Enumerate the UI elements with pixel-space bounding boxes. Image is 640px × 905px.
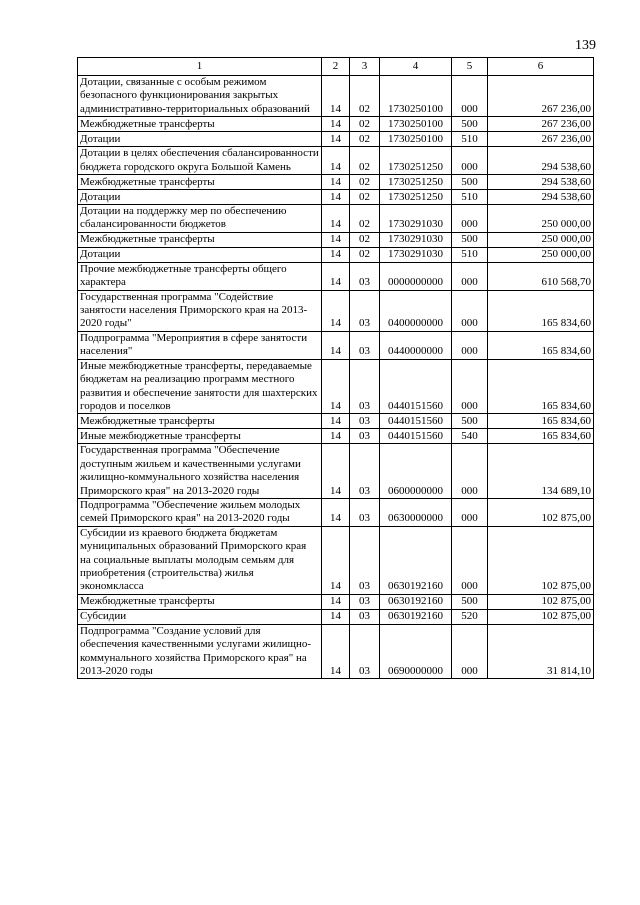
table-row — [78, 414, 594, 429]
row-subsection-code: 03 — [350, 526, 380, 594]
row-amount: 294 538,60 — [488, 190, 594, 205]
row-name: Прочие межбюджетные трансферты общего характера — [78, 262, 322, 290]
row-subsection-code: 03 — [350, 262, 380, 290]
row-name: Межбюджетные трансферты — [78, 414, 322, 429]
row-name: Межбюджетные трансферты — [78, 175, 322, 190]
row-section-code: 14 — [322, 359, 350, 414]
row-expense-type-code: 000 — [452, 205, 488, 233]
row-subsection-code: 02 — [350, 232, 380, 247]
row-amount: 102 875,00 — [488, 594, 594, 609]
row-target-code: 1730291030 — [380, 205, 452, 233]
table-row — [78, 117, 594, 132]
table-row — [78, 444, 594, 499]
row-subsection-code: 03 — [350, 594, 380, 609]
row-section-code: 14 — [322, 190, 350, 205]
row-name: Иные межбюджетные трансферты — [78, 429, 322, 444]
row-subsection-code: 02 — [350, 76, 380, 117]
header-col-5: 5 — [452, 58, 488, 76]
row-expense-type-code: 000 — [452, 331, 488, 359]
row-expense-type-code: 500 — [452, 414, 488, 429]
table-row — [78, 190, 594, 205]
table-row — [78, 247, 594, 262]
row-amount: 134 689,10 — [488, 444, 594, 499]
table-row — [78, 594, 594, 609]
row-subsection-code: 02 — [350, 132, 380, 147]
row-name: Подпрограмма "Обеспечение жильем молодых семей Приморского края" на 2013-2020 годы — [78, 498, 322, 526]
row-expense-type-code: 000 — [452, 624, 488, 679]
row-amount: 165 834,60 — [488, 359, 594, 414]
row-target-code: 1730250100 — [380, 117, 452, 132]
row-target-code: 1730291030 — [380, 247, 452, 262]
row-subsection-code: 02 — [350, 190, 380, 205]
row-expense-type-code: 510 — [452, 247, 488, 262]
row-name: Дотации на поддержку мер по обеспечению сбалансированности бюджетов — [78, 205, 322, 233]
row-target-code: 0440151560 — [380, 429, 452, 444]
row-target-code: 0630192160 — [380, 594, 452, 609]
row-expense-type-code: 000 — [452, 498, 488, 526]
row-section-code: 14 — [322, 232, 350, 247]
row-amount: 250 000,00 — [488, 205, 594, 233]
row-amount: 250 000,00 — [488, 247, 594, 262]
row-subsection-code: 02 — [350, 205, 380, 233]
row-name: Дотации, связанные с особым режимом безопасного функционирования закрытых административно-территориальных образований — [78, 76, 322, 117]
row-subsection-code: 03 — [350, 624, 380, 679]
table-row — [78, 429, 594, 444]
row-subsection-code: 02 — [350, 247, 380, 262]
row-section-code: 14 — [322, 147, 350, 175]
table-row — [78, 526, 594, 594]
row-target-code: 0600000000 — [380, 444, 452, 499]
row-section-code: 14 — [322, 444, 350, 499]
row-target-code: 0690000000 — [380, 624, 452, 679]
header-col-1: 1 — [78, 58, 322, 76]
row-expense-type-code: 000 — [452, 526, 488, 594]
row-amount: 294 538,60 — [488, 147, 594, 175]
row-subsection-code: 03 — [350, 290, 380, 331]
table-row — [78, 262, 594, 290]
row-name: Субсидии из краевого бюджета бюджетам муниципальных образований Приморского края на социальные выплаты молодым семьям для приобретения (строительства) жилья экономкласса — [78, 526, 322, 594]
table-row — [78, 232, 594, 247]
row-section-code: 14 — [322, 175, 350, 190]
row-amount: 102 875,00 — [488, 609, 594, 624]
row-section-code: 14 — [322, 498, 350, 526]
row-expense-type-code: 000 — [452, 76, 488, 117]
table-row — [78, 147, 594, 175]
table-row — [78, 132, 594, 147]
table-row — [78, 624, 594, 679]
row-amount: 165 834,60 — [488, 290, 594, 331]
table-row — [78, 498, 594, 526]
row-section-code: 14 — [322, 290, 350, 331]
row-target-code: 0440000000 — [380, 331, 452, 359]
row-subsection-code: 03 — [350, 331, 380, 359]
row-section-code: 14 — [322, 624, 350, 679]
row-name: Дотации — [78, 132, 322, 147]
table-row — [78, 76, 594, 117]
row-amount: 294 538,60 — [488, 175, 594, 190]
row-section-code: 14 — [322, 117, 350, 132]
row-amount: 267 236,00 — [488, 132, 594, 147]
row-target-code: 1730251250 — [380, 147, 452, 175]
row-target-code: 1730251250 — [380, 190, 452, 205]
table-row — [78, 359, 594, 414]
row-amount: 165 834,60 — [488, 414, 594, 429]
row-name: Подпрограмма "Мероприятия в сфере занятости населения" — [78, 331, 322, 359]
row-expense-type-code: 510 — [452, 132, 488, 147]
row-subsection-code: 03 — [350, 429, 380, 444]
row-amount: 31 814,10 — [488, 624, 594, 679]
row-name: Субсидии — [78, 609, 322, 624]
row-name: Подпрограмма "Создание условий для обеспечения качественными услугами жилищно-коммунального хозяйства Приморского края" на 2013-2020 годы — [78, 624, 322, 679]
row-target-code: 1730291030 — [380, 232, 452, 247]
row-target-code: 0000000000 — [380, 262, 452, 290]
row-expense-type-code: 540 — [452, 429, 488, 444]
row-section-code: 14 — [322, 609, 350, 624]
row-expense-type-code: 000 — [452, 262, 488, 290]
row-subsection-code: 03 — [350, 498, 380, 526]
row-name: Межбюджетные трансферты — [78, 232, 322, 247]
row-expense-type-code: 000 — [452, 359, 488, 414]
row-amount: 267 236,00 — [488, 117, 594, 132]
row-target-code: 1730250100 — [380, 76, 452, 117]
table-row — [78, 331, 594, 359]
row-amount: 102 875,00 — [488, 526, 594, 594]
row-expense-type-code: 520 — [452, 609, 488, 624]
header-col-2: 2 — [322, 58, 350, 76]
row-name: Межбюджетные трансферты — [78, 594, 322, 609]
row-name: Дотации в целях обеспечения сбалансированности бюджета городского округа Большой Камень — [78, 147, 322, 175]
row-name: Дотации — [78, 247, 322, 262]
row-section-code: 14 — [322, 594, 350, 609]
table-row — [78, 205, 594, 233]
row-subsection-code: 02 — [350, 175, 380, 190]
row-expense-type-code: 500 — [452, 117, 488, 132]
row-section-code: 14 — [322, 414, 350, 429]
row-name: Государственная программа "Обеспечение доступным жильем и качественными услугами жилищно-коммунального хозяйства населения Приморского края" на 2013-2020 годы — [78, 444, 322, 499]
row-amount: 610 568,70 — [488, 262, 594, 290]
header-col-4: 4 — [380, 58, 452, 76]
row-section-code: 14 — [322, 526, 350, 594]
row-expense-type-code: 510 — [452, 190, 488, 205]
row-expense-type-code: 000 — [452, 147, 488, 175]
row-expense-type-code: 500 — [452, 175, 488, 190]
row-subsection-code: 03 — [350, 444, 380, 499]
row-section-code: 14 — [322, 247, 350, 262]
row-target-code: 1730251250 — [380, 175, 452, 190]
row-target-code: 0630192160 — [380, 609, 452, 624]
row-expense-type-code: 000 — [452, 444, 488, 499]
header-col-6: 6 — [488, 58, 594, 76]
row-subsection-code: 03 — [350, 414, 380, 429]
row-name: Государственная программа "Содействие занятости населения Приморского края на 2013-2020 годы" — [78, 290, 322, 331]
row-target-code: 0440151560 — [380, 359, 452, 414]
row-amount: 267 236,00 — [488, 76, 594, 117]
row-amount: 165 834,60 — [488, 429, 594, 444]
row-amount: 102 875,00 — [488, 498, 594, 526]
row-name: Дотации — [78, 190, 322, 205]
row-section-code: 14 — [322, 331, 350, 359]
row-section-code: 14 — [322, 76, 350, 117]
row-section-code: 14 — [322, 429, 350, 444]
row-name: Иные межбюджетные трансферты, передаваемые бюджетам на реализацию программ местного развития и обеспечение занятости для шахтерских городов и поселков — [78, 359, 322, 414]
row-expense-type-code: 500 — [452, 232, 488, 247]
table-body — [78, 76, 594, 679]
row-name: Межбюджетные трансферты — [78, 117, 322, 132]
row-target-code: 0400000000 — [380, 290, 452, 331]
page-number: 139 — [575, 38, 596, 53]
row-amount: 165 834,60 — [488, 331, 594, 359]
budget-table — [77, 57, 594, 679]
row-target-code: 0630192160 — [380, 526, 452, 594]
header-col-3: 3 — [350, 58, 380, 76]
row-amount: 250 000,00 — [488, 232, 594, 247]
row-target-code: 0440151560 — [380, 414, 452, 429]
row-section-code: 14 — [322, 205, 350, 233]
table-row — [78, 609, 594, 624]
row-target-code: 0630000000 — [380, 498, 452, 526]
row-subsection-code: 03 — [350, 609, 380, 624]
table-row — [78, 290, 594, 331]
table-header-row — [78, 58, 594, 76]
row-subsection-code: 02 — [350, 117, 380, 132]
row-target-code: 1730250100 — [380, 132, 452, 147]
row-section-code: 14 — [322, 132, 350, 147]
table-row — [78, 175, 594, 190]
row-section-code: 14 — [322, 262, 350, 290]
row-subsection-code: 02 — [350, 147, 380, 175]
row-expense-type-code: 500 — [452, 594, 488, 609]
row-expense-type-code: 000 — [452, 290, 488, 331]
row-subsection-code: 03 — [350, 359, 380, 414]
